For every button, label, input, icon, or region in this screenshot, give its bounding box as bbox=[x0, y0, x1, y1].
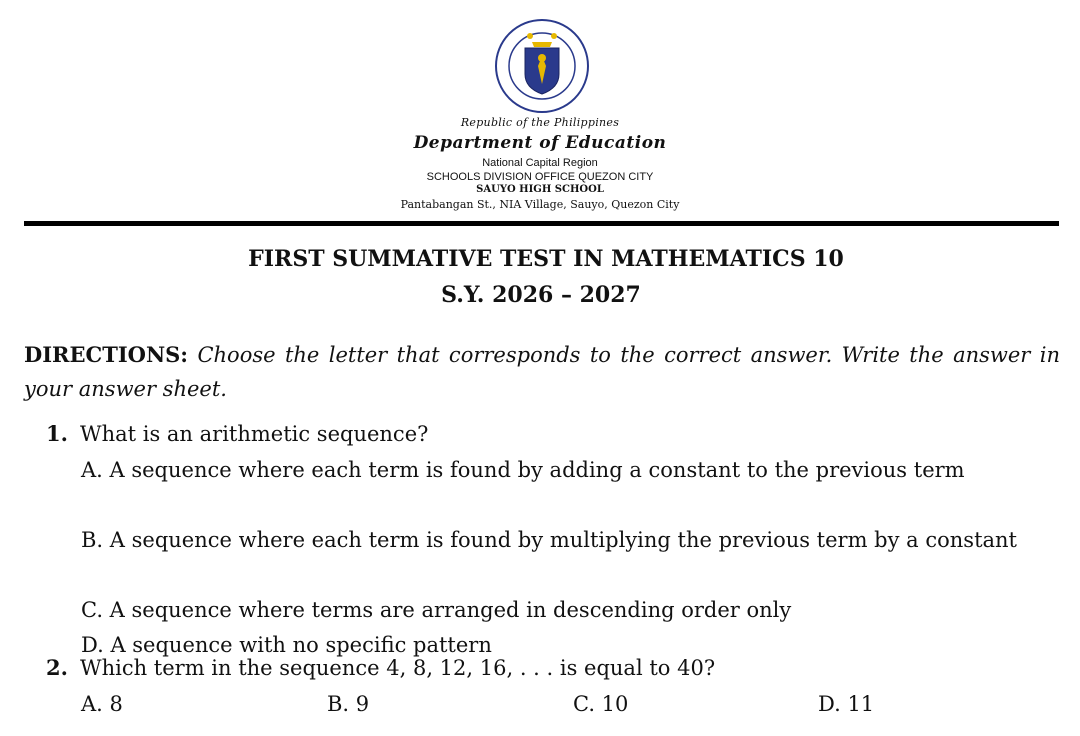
option-d: D. 11 bbox=[818, 692, 875, 716]
region-line: National Capital Region bbox=[482, 157, 598, 169]
option-b: B. 9 bbox=[327, 692, 370, 716]
option-b: B. A sequence where each term is found by multiplying the previous term by a constant bbox=[81, 528, 1017, 552]
question-text: Which term in the sequence 4, 8, 12, 16, . . . is equal to 40? bbox=[80, 656, 716, 680]
division-line: SCHOOLS DIVISION OFFICE QUEZON CITY bbox=[426, 171, 654, 183]
republic-line: Republic of the Philippines bbox=[460, 116, 620, 129]
directions-label: DIRECTIONS: bbox=[24, 342, 189, 367]
question-1 bbox=[46, 421, 428, 446]
option-a: A. A sequence where each term is found by adding a constant to the previous term bbox=[81, 458, 965, 482]
question-number: 2. bbox=[46, 655, 68, 680]
question-text: What is an arithmetic sequence? bbox=[80, 422, 429, 446]
test-title: FIRST SUMMATIVE TEST IN MATHEMATICS 10 bbox=[248, 246, 844, 272]
header-divider bbox=[24, 221, 1059, 226]
option-a: A. 8 bbox=[81, 692, 123, 716]
option-c: C. 10 bbox=[573, 692, 629, 716]
question-number: 1. bbox=[46, 421, 68, 446]
school-name: SAUYO HIGH SCHOOL bbox=[476, 184, 604, 195]
school-address: Pantabangan St., NIA Village, Sauyo, Quezon City bbox=[400, 198, 680, 211]
department-name: Department of Education bbox=[413, 133, 667, 153]
option-c: C. A sequence where terms are arranged in descending order only bbox=[81, 598, 792, 622]
school-year: S.Y. 2026 – 2027 bbox=[441, 282, 641, 308]
deped-seal-icon bbox=[494, 18, 590, 114]
directions bbox=[24, 338, 1060, 406]
option-d: D. A sequence with no specific pattern bbox=[81, 633, 492, 657]
directions-text: Choose the letter that corresponds to the correct answer. Write the answer in your answer sheet. bbox=[24, 343, 1060, 401]
question-2 bbox=[46, 655, 715, 680]
